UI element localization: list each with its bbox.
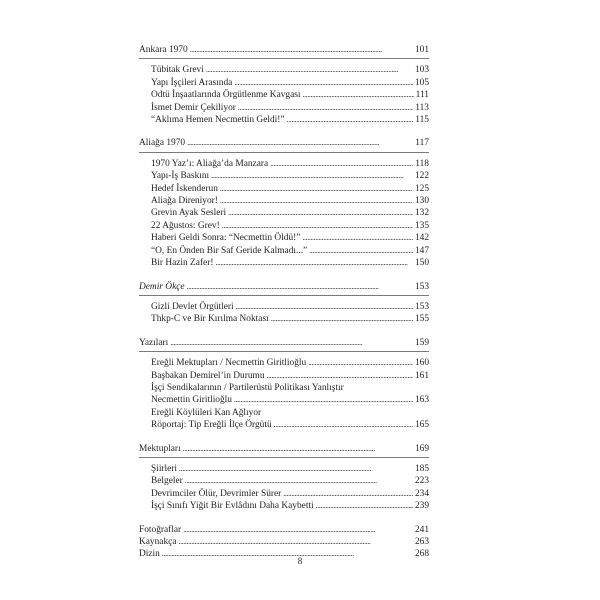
toc-entry[interactable]: [139, 183, 429, 195]
toc-entry-page: 115: [415, 115, 429, 126]
toc-entry-page: 241: [414, 524, 429, 535]
toc-section-demir-okce: [139, 281, 429, 326]
toc-entry-page: 160: [414, 358, 429, 369]
toc-entry-title: Röportaj: Tip Ereğli İlçe Örgütü: [151, 420, 272, 431]
toc-entry-page: 103: [414, 65, 429, 76]
toc-entry-title: Aliağa Direniyor!: [151, 196, 218, 207]
dot-leader: [238, 102, 413, 114]
toc-entry-title: Dizin: [139, 549, 160, 560]
toc-entry-page: 163: [414, 395, 429, 406]
toc-entry-page: 153: [414, 281, 429, 292]
page-number: 8: [297, 556, 303, 566]
toc-entry[interactable]: [139, 488, 429, 500]
dot-leader: [271, 313, 413, 325]
toc-entry-page: 132: [414, 208, 429, 219]
dot-leader: [215, 257, 412, 269]
toc-entry-page: 117: [415, 138, 429, 149]
toc-entry-title: “Aklıma Hemen Necmettin Geldi!”: [151, 115, 285, 126]
section-divider: [139, 351, 429, 352]
dot-leader: [228, 207, 413, 219]
toc-entry[interactable]: [139, 170, 429, 182]
section-divider: [139, 295, 429, 296]
dot-leader: [309, 245, 413, 257]
dot-leader: [234, 77, 413, 89]
toc-entry[interactable]: [139, 475, 429, 487]
toc-entry-page: 185: [414, 463, 429, 474]
dot-leader: [190, 44, 413, 56]
dot-leader: [302, 232, 413, 244]
toc-entry[interactable]: [139, 89, 429, 101]
toc-entry-page: 159: [414, 337, 429, 348]
toc-entry-page: 234: [414, 488, 429, 499]
toc-entry[interactable]: [139, 44, 429, 56]
toc-entry-title: 22 Ağustos: Grev!: [151, 220, 220, 231]
toc-entry[interactable]: [139, 370, 429, 382]
dot-leader: [274, 419, 413, 431]
toc-entry[interactable]: [139, 443, 429, 455]
toc-entry[interactable]: [139, 137, 429, 149]
toc-entry-page: 101: [414, 45, 429, 55]
toc-entry[interactable]: [139, 245, 429, 257]
toc-section-yazilari: [139, 337, 429, 432]
toc-entry-title: Devrimciler Ölür, Devrimler Sürer: [151, 488, 282, 499]
toc-entry[interactable]: [139, 220, 429, 232]
toc-entry-page: 150: [414, 258, 429, 269]
dot-leader: [287, 114, 414, 126]
dot-leader: [170, 337, 413, 349]
toc-entry[interactable]: [139, 257, 429, 269]
toc-entry[interactable]: [139, 463, 429, 475]
dot-leader: [222, 220, 413, 232]
toc-entry-page: 118: [415, 158, 429, 169]
toc-entry[interactable]: [139, 102, 429, 114]
dot-leader: [270, 158, 413, 170]
dot-leader: [220, 183, 413, 195]
toc-entry-title: “O, En Önden Bir Saf Geride Kalmadı...”: [151, 245, 308, 256]
toc-entry[interactable]: [139, 114, 429, 126]
toc-entry-title: Yazıları: [139, 337, 169, 348]
toc-entry-title: Thkp-C ve Bir Kırılma Noktası: [151, 314, 269, 325]
toc-entry[interactable]: [139, 313, 429, 325]
dot-leader: [183, 443, 413, 455]
toc-entry[interactable]: [139, 301, 429, 313]
toc-entry-title: Hedef İskenderun: [151, 183, 218, 194]
toc-entry-title: İsmet Demir Çekiliyor: [151, 102, 236, 113]
toc-section-mektuplari: [139, 443, 429, 513]
toc-entry-page: 125: [414, 183, 429, 194]
toc-entry-title: İşçi Sınıfı Yiğit Bir Evlâdını Daha Kaybetti: [151, 501, 314, 512]
toc-entry-title: Şiirleri: [151, 463, 178, 474]
dot-leader: [183, 524, 413, 536]
dot-leader: [185, 475, 413, 487]
toc-section-ankara: [139, 44, 429, 126]
toc-entry-page: 130: [414, 196, 429, 207]
toc-entry-page: 239: [414, 501, 429, 512]
dot-leader: [267, 370, 413, 382]
toc-entry-title: 1970 Yaz’ı: Aliağa’da Manzara: [151, 158, 269, 169]
toc-entry-title: Belgeler: [151, 476, 183, 487]
dot-leader: [308, 357, 413, 369]
toc-entry[interactable]: [139, 536, 429, 548]
toc-entry-page: 147: [414, 245, 429, 256]
toc-entry-page: 153: [414, 301, 429, 312]
toc-entry-page: 155: [414, 314, 429, 325]
toc-entry-title: Kaynakça: [139, 537, 177, 547]
toc-entry-title: Ankara 1970: [139, 45, 188, 55]
toc-entry[interactable]: [139, 207, 429, 219]
toc-entry-unnumbered[interactable]: Ereğli Köylüleri Kan Ağlıyor: [151, 407, 262, 418]
dot-leader: [206, 64, 413, 76]
toc-entry-page: 135: [414, 220, 429, 231]
dot-leader: [187, 137, 413, 149]
dot-leader: [187, 281, 413, 293]
toc-entry-page: 268: [414, 549, 429, 560]
toc-entry-title: Aliağa 1970: [139, 138, 186, 149]
toc-entry-page: 169: [414, 443, 429, 454]
toc-entry[interactable]: [139, 357, 429, 369]
toc-entry-continued-title[interactable]: İşçi Sendikalarının / Partilerüstü Politikası Yanlıştır: [151, 382, 344, 393]
dot-leader: [236, 301, 413, 313]
toc-entry-title: Başbakan Demirel’in Durumu: [151, 370, 265, 381]
toc-entry[interactable]: [139, 77, 429, 89]
toc-entry-title: Tübitak Grevi: [151, 65, 204, 76]
toc-entry[interactable]: [139, 337, 429, 349]
toc-entry[interactable]: [139, 232, 429, 244]
dot-leader: [179, 463, 413, 475]
toc-entry[interactable]: [139, 524, 429, 536]
toc-entry-title: Fotoğraflar: [139, 524, 182, 535]
toc-entry-title: Haberi Geldi Sonra: “Necmettin Öldü!”: [151, 233, 301, 244]
toc-entry-title: Grevin Ayak Sesleri: [151, 208, 227, 219]
table-of-contents: [139, 44, 429, 572]
toc-entry-title: Gizli Devlet Örgütleri: [151, 301, 234, 312]
toc-entry-page: 223: [414, 476, 429, 487]
toc-entry-title: Necmettin Giritlioğlu: [151, 395, 232, 406]
toc-entry[interactable]: [139, 281, 429, 293]
toc-section-aliaga: [139, 137, 429, 269]
section-divider: [139, 152, 429, 153]
dot-leader: [220, 195, 413, 207]
dot-leader: [303, 89, 414, 101]
toc-entry-page: 113: [415, 102, 429, 113]
toc-entry-page: 142: [414, 233, 429, 244]
section-divider: [139, 457, 429, 458]
toc-entry-title: Yapı İşçileri Arasında: [151, 77, 233, 88]
toc-entry[interactable]: [139, 158, 429, 170]
toc-entry-page: 111: [415, 90, 429, 101]
toc-entry-title: Yapı-İş Baskını: [151, 171, 210, 182]
toc-entry-page: 263: [414, 537, 429, 547]
toc-entry-title: Ereğli Mektupları / Necmettin Giritlioğlu: [151, 358, 307, 369]
toc-entry-page: 161: [414, 370, 429, 381]
toc-entry-title: Bir Hazin Zafer!: [151, 258, 214, 269]
dot-leader: [283, 488, 413, 500]
dot-leader: [211, 170, 413, 182]
toc-entry[interactable]: [139, 195, 429, 207]
toc-entry-page: 105: [414, 77, 429, 88]
toc-entry[interactable]: [139, 500, 429, 512]
toc-entry[interactable]: [139, 419, 429, 431]
dot-leader: [316, 500, 413, 512]
toc-entry[interactable]: [139, 64, 429, 76]
toc-entry-title: Odtü İnşaatlarında Örgütlenme Kavgası: [151, 90, 301, 101]
toc-entry-page: 122: [414, 171, 429, 182]
toc-entry-title: Mektupları: [139, 443, 181, 454]
dot-leader: [178, 536, 412, 548]
toc-entry-page: 165: [414, 420, 429, 431]
toc-entry[interactable]: [139, 394, 429, 406]
section-divider: [139, 58, 429, 59]
dot-leader: [234, 394, 413, 406]
toc-entry-title: Demir Ökçe: [139, 281, 185, 292]
